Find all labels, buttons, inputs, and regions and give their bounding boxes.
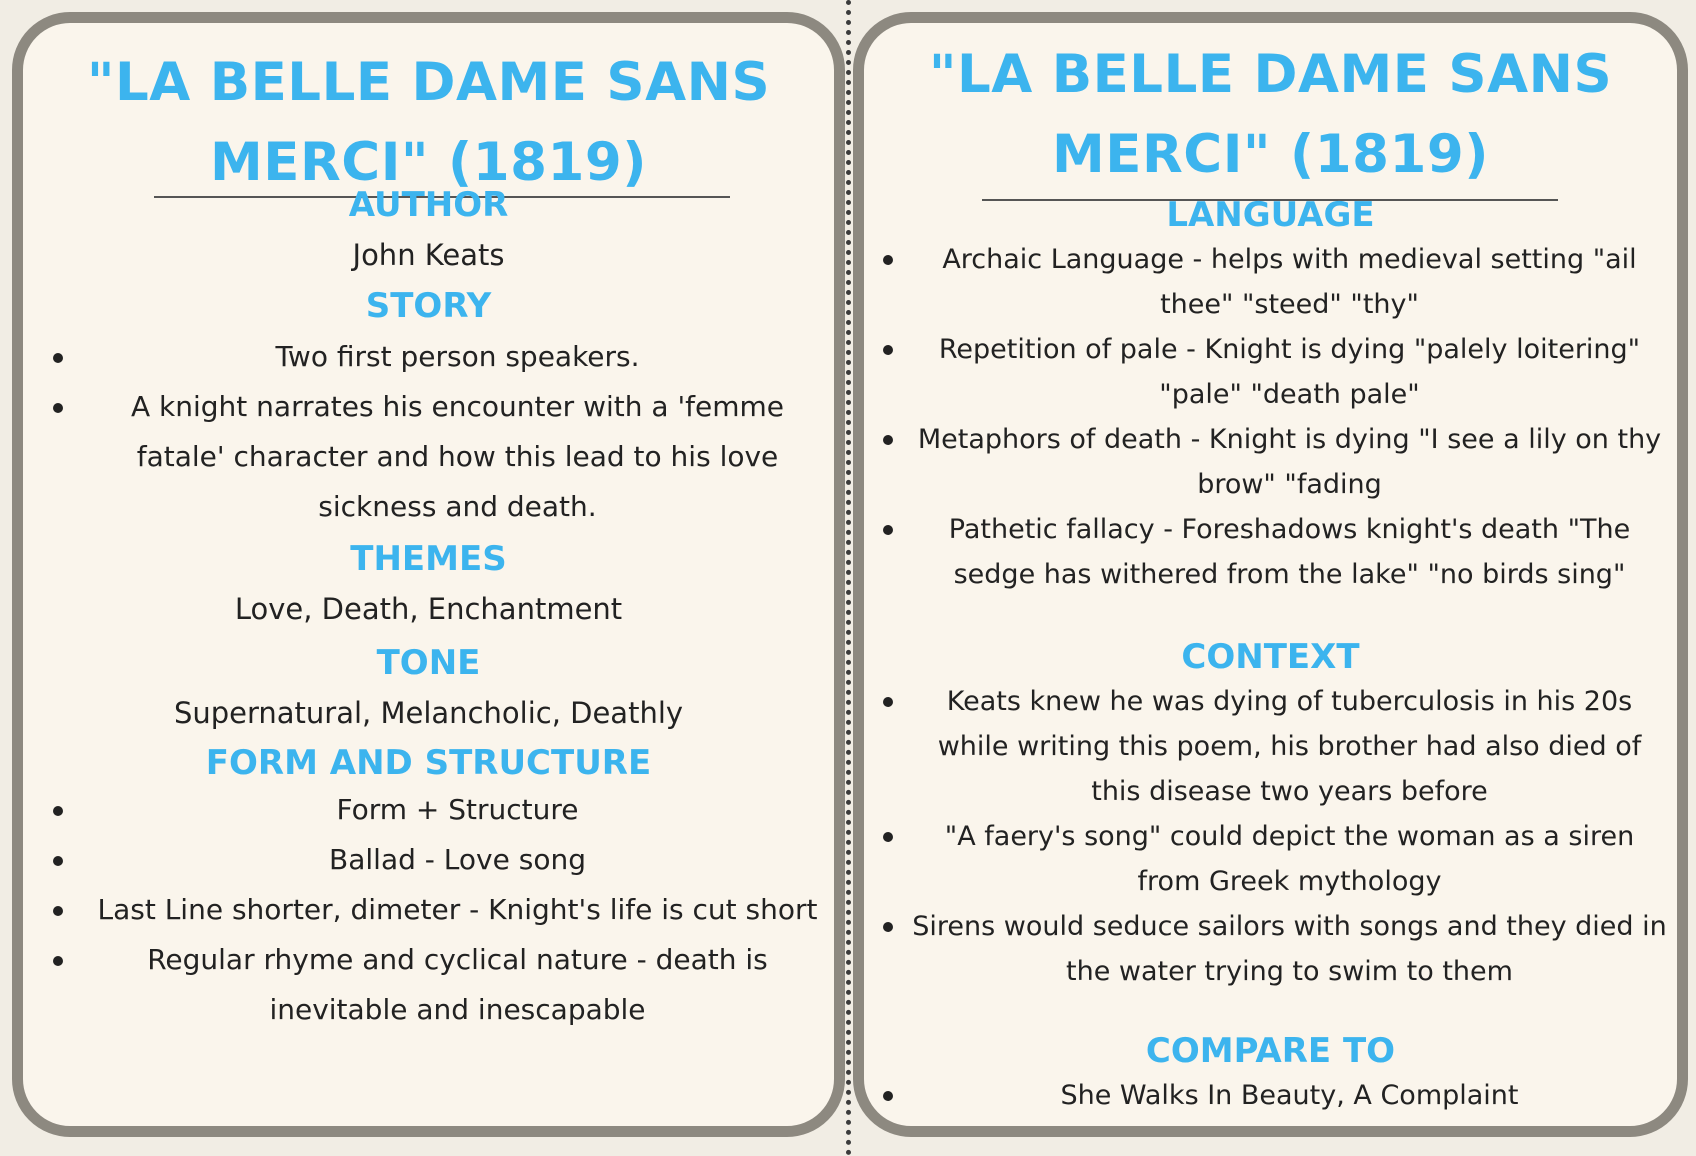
bullet-dot bbox=[883, 832, 893, 842]
context-heading: CONTEXT bbox=[1181, 637, 1360, 677]
form-item: Last Line shorter, dimeter - Knight's life is cut short bbox=[23, 885, 834, 935]
bullet-dot bbox=[53, 806, 63, 816]
themes-heading: THEMES bbox=[350, 539, 507, 579]
context-item: Keats knew he was dying of tuberculosis in his 20s while writing this poem, his brother had also died of this disease two years before bbox=[864, 679, 1677, 814]
bullet-dot bbox=[883, 922, 893, 932]
language-list bbox=[864, 237, 1677, 597]
form-structure-section bbox=[23, 741, 834, 1035]
form-item: Form + Structure bbox=[23, 785, 834, 835]
language-item: Repetition of pale - Knight is dying "palely loitering" "pale" "death pale" bbox=[864, 327, 1677, 417]
language-item: Pathetic fallacy - Foreshadows knight's death "The sedge has withered from the lake" "no birds sing" bbox=[864, 507, 1677, 597]
form-item: Regular rhyme and cyclical nature - death is inevitable and inescapable bbox=[23, 935, 834, 1035]
context-list bbox=[864, 679, 1677, 994]
right-title-line-1: "LA BELLE DAME SANS bbox=[928, 44, 1613, 105]
right-card-title bbox=[864, 35, 1677, 195]
context-item: Sirens would seduce sailors with songs and they died in the water trying to swim to them bbox=[864, 904, 1677, 994]
bullet-dot bbox=[883, 345, 893, 355]
tone-heading: TONE bbox=[376, 643, 481, 683]
bullet-dot bbox=[883, 697, 893, 707]
bullet-dot bbox=[53, 956, 63, 966]
bullet-dot bbox=[883, 525, 893, 535]
author-text: John Keats bbox=[352, 238, 505, 272]
bullet-dot bbox=[883, 255, 893, 265]
story-list bbox=[23, 332, 834, 532]
form-item: Ballad - Love song bbox=[23, 835, 834, 885]
left-title-line-1: "LA BELLE DAME SANS bbox=[86, 52, 771, 113]
bullet-dot bbox=[53, 403, 63, 413]
bullet-dot bbox=[883, 435, 893, 445]
language-item: Archaic Language - helps with medieval setting "ail thee" "steed" "thy" bbox=[864, 237, 1677, 327]
left-card-title bbox=[23, 43, 834, 203]
form-structure-heading: FORM AND STRUCTURE bbox=[205, 743, 652, 783]
author-section bbox=[23, 183, 834, 277]
form-structure-list bbox=[23, 785, 834, 1035]
right-revision-card bbox=[853, 12, 1688, 1137]
bullet-dot bbox=[53, 353, 63, 363]
language-heading: LANGUAGE bbox=[1166, 195, 1375, 235]
story-item: A knight narrates his encounter with a 'femme fatale' character and how this lead to his love sickness and death. bbox=[23, 382, 834, 532]
compare-section bbox=[864, 1029, 1677, 1118]
bullet-dot bbox=[53, 906, 63, 916]
context-section bbox=[864, 635, 1677, 994]
tone-section bbox=[23, 641, 834, 735]
author-heading: AUTHOR bbox=[348, 185, 509, 225]
right-title-line-2: MERCI" (1819) bbox=[1052, 124, 1489, 185]
themes-section bbox=[23, 537, 834, 631]
left-revision-card bbox=[12, 12, 845, 1137]
context-item: "A faery's song" could depict the woman as a siren from Greek mythology bbox=[864, 814, 1677, 904]
tone-text: Supernatural, Melancholic, Deathly bbox=[173, 696, 684, 730]
center-dotted-divider bbox=[846, 0, 851, 1156]
story-heading: STORY bbox=[365, 286, 492, 326]
bullet-dot bbox=[883, 1091, 893, 1101]
compare-item: She Walks In Beauty, A Complaint bbox=[864, 1073, 1677, 1118]
story-section bbox=[23, 284, 834, 532]
left-title-line-2: MERCI" (1819) bbox=[210, 132, 647, 193]
compare-list bbox=[864, 1073, 1677, 1118]
language-item: Metaphors of death - Knight is dying "I see a lily on thy brow" "fading bbox=[864, 417, 1677, 507]
bullet-dot bbox=[53, 856, 63, 866]
compare-heading: COMPARE TO bbox=[1145, 1031, 1396, 1071]
story-item: Two first person speakers. bbox=[23, 332, 834, 382]
language-section bbox=[864, 193, 1677, 597]
themes-text: Love, Death, Enchantment bbox=[234, 592, 623, 626]
